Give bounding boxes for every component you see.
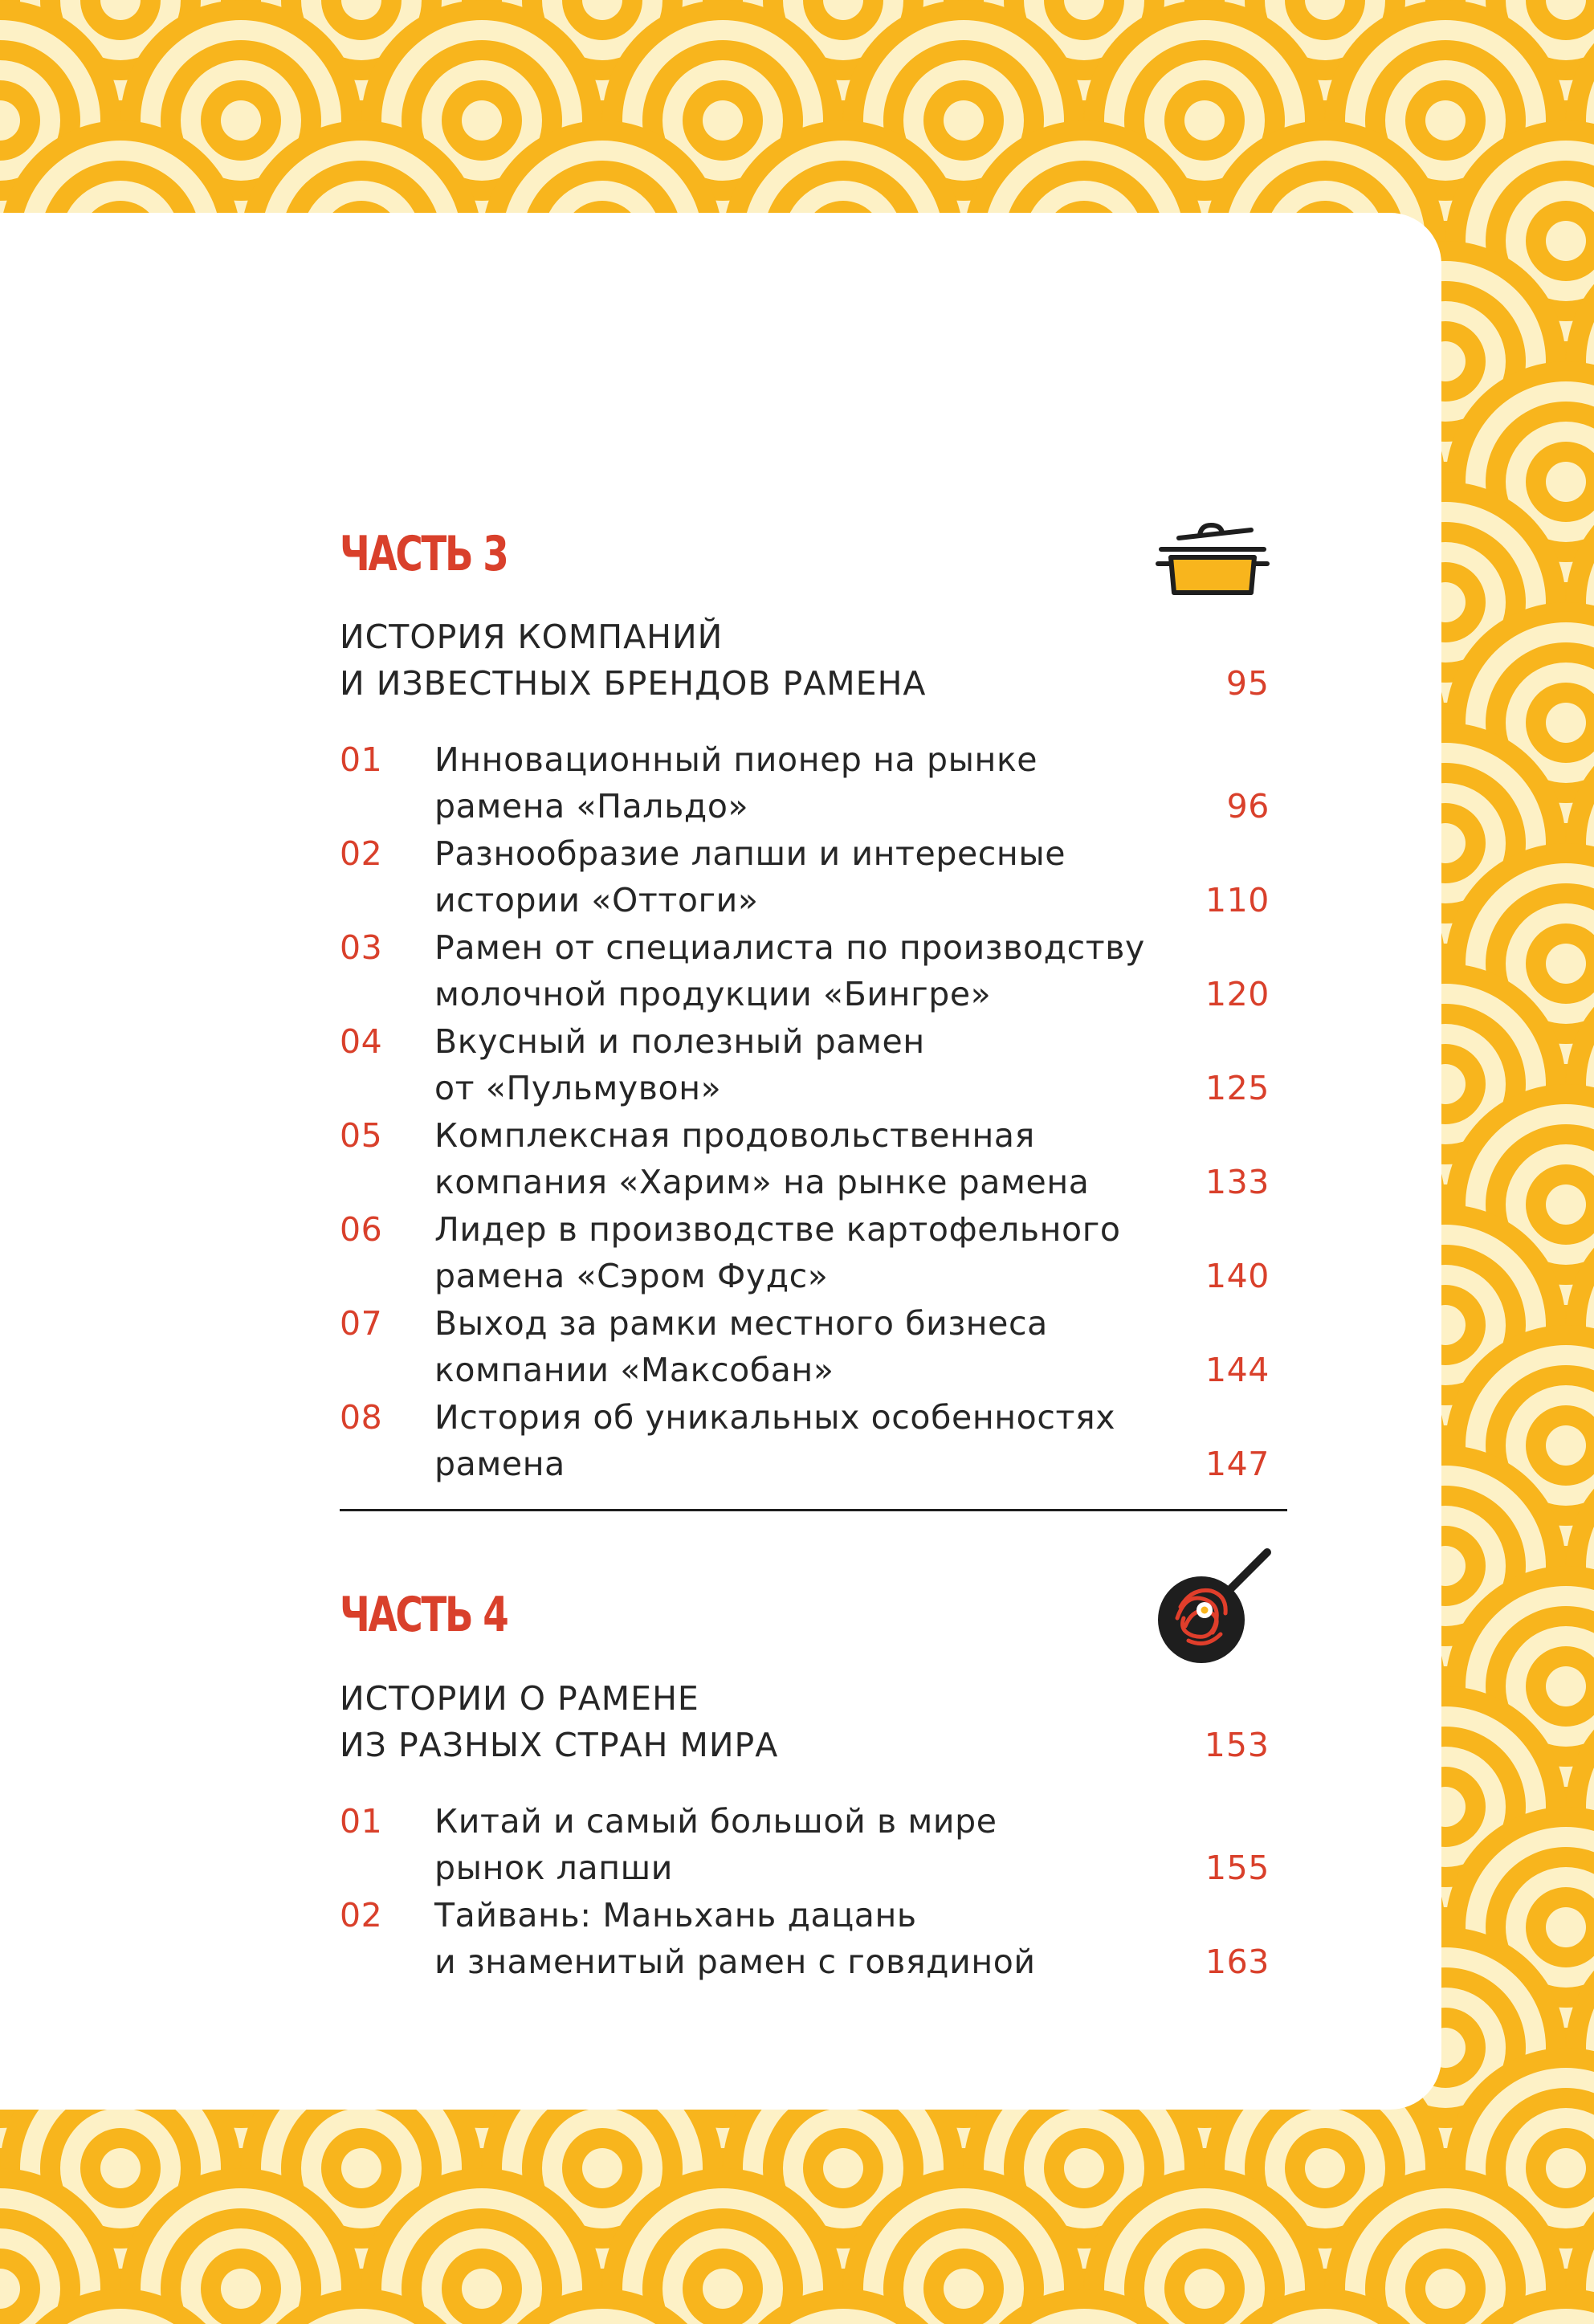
chapter-entry[interactable] bbox=[340, 1798, 1273, 1892]
part-subtitle-line: И ИЗВЕСТНЫХ БРЕНДОВ РАМЕНА bbox=[340, 664, 927, 703]
cooking-pot-icon bbox=[1153, 520, 1272, 601]
chapter-title-line: История об уникальных особенностях bbox=[434, 1398, 1116, 1437]
chapter-title-line: Комплексная продовольственная bbox=[434, 1116, 1035, 1155]
chapter-title-line: Лидер в производстве картофельного bbox=[434, 1210, 1121, 1249]
chapter-entry[interactable] bbox=[340, 1300, 1273, 1394]
chapter-title bbox=[434, 1394, 1157, 1487]
part-subtitle bbox=[340, 1675, 1273, 1768]
chapter-page-number: 144 bbox=[1205, 1351, 1270, 1389]
chapter-title bbox=[434, 1206, 1157, 1299]
chapter-title-line: Выход за рамки местного бизнеса bbox=[434, 1304, 1048, 1343]
chapter-page-number: 147 bbox=[1205, 1445, 1270, 1483]
chapter-title bbox=[434, 924, 1157, 1017]
chapter-entry[interactable] bbox=[340, 736, 1273, 830]
chapter-title-line: рынок лапши bbox=[434, 1849, 673, 1887]
chapter-title-line: Тайвань: Маньхань дацань bbox=[434, 1896, 917, 1935]
chapter-page-number: 140 bbox=[1205, 1257, 1270, 1295]
chapter-title bbox=[434, 1112, 1157, 1205]
chapter-title-line: и знаменитый рамен с говядиной bbox=[434, 1943, 1036, 1981]
chapter-number: 02 bbox=[340, 1896, 383, 1935]
part-page-number: 153 bbox=[1204, 1726, 1270, 1764]
frying-pan-noodles-icon bbox=[1153, 1546, 1274, 1666]
chapter-number: 07 bbox=[340, 1304, 383, 1343]
chapter-title-line: компании «Максобан» bbox=[434, 1351, 834, 1389]
chapter-page-number: 120 bbox=[1205, 975, 1270, 1013]
chapter-title bbox=[434, 830, 1157, 923]
chapter-title-line: Китай и самый большой в мире bbox=[434, 1802, 997, 1841]
chapter-page-number: 110 bbox=[1205, 881, 1270, 919]
chapter-title-line: рамена «Пальдо» bbox=[434, 787, 749, 826]
chapter-title bbox=[434, 1892, 1157, 1985]
part-title: ЧАСТЬ 4 bbox=[340, 1587, 508, 1643]
chapter-list bbox=[340, 736, 1273, 1488]
chapter-entry[interactable] bbox=[340, 924, 1273, 1018]
chapter-page-number: 125 bbox=[1205, 1069, 1270, 1107]
chapter-title-line: Инновационный пионер на рынке bbox=[434, 740, 1038, 779]
chapter-entry[interactable] bbox=[340, 1206, 1273, 1300]
chapter-page-number: 155 bbox=[1205, 1849, 1270, 1887]
chapter-title-line: Вкусный и полезный рамен bbox=[434, 1022, 925, 1061]
chapter-title-line: Рамен от специалиста по производству bbox=[434, 928, 1145, 967]
part-title: ЧАСТЬ 3 bbox=[340, 526, 508, 582]
chapter-page-number: 163 bbox=[1205, 1943, 1270, 1981]
chapter-page-number: 133 bbox=[1205, 1163, 1270, 1201]
chapter-number: 03 bbox=[340, 928, 383, 967]
chapter-title-line: молочной продукции «Бингре» bbox=[434, 975, 992, 1013]
chapter-title bbox=[434, 736, 1157, 830]
chapter-title-line: рамена «Сэром Фудс» bbox=[434, 1257, 829, 1295]
chapter-title bbox=[434, 1300, 1157, 1393]
chapter-entry[interactable] bbox=[340, 1892, 1273, 1986]
part-subtitle-line: ИСТОРИИ О РАМЕНЕ bbox=[340, 1679, 699, 1718]
part-subtitle-line: ИСТОРИЯ КОМПАНИЙ bbox=[340, 618, 724, 656]
part-subtitle-line: ИЗ РАЗНЫХ СТРАН МИРА bbox=[340, 1726, 779, 1764]
chapter-number: 06 bbox=[340, 1210, 383, 1249]
chapter-entry[interactable] bbox=[340, 1018, 1273, 1112]
chapter-number: 04 bbox=[340, 1022, 383, 1061]
chapter-title-line: Разнообразие лапши и интересные bbox=[434, 834, 1066, 873]
chapter-entry[interactable] bbox=[340, 1112, 1273, 1206]
chapter-number: 01 bbox=[340, 740, 383, 779]
chapter-number: 08 bbox=[340, 1398, 383, 1437]
chapter-number: 02 bbox=[340, 834, 383, 873]
chapter-title-line: от «Пульмувон» bbox=[434, 1069, 722, 1107]
chapter-number: 01 bbox=[340, 1802, 383, 1841]
chapter-entry[interactable] bbox=[340, 830, 1273, 924]
chapter-title-line: истории «Оттоги» bbox=[434, 881, 759, 919]
chapter-title bbox=[434, 1798, 1157, 1891]
section-divider bbox=[340, 1509, 1287, 1511]
chapter-title bbox=[434, 1018, 1157, 1111]
chapter-title-line: компания «Харим» на рынке рамена bbox=[434, 1163, 1090, 1201]
chapter-number: 05 bbox=[340, 1116, 383, 1155]
chapter-title-line: рамена bbox=[434, 1445, 565, 1483]
part-page-number: 95 bbox=[1225, 664, 1270, 703]
part-subtitle bbox=[340, 614, 1273, 707]
chapter-entry[interactable] bbox=[340, 1394, 1273, 1488]
chapter-list bbox=[340, 1798, 1273, 1986]
chapter-page-number: 96 bbox=[1226, 787, 1270, 826]
